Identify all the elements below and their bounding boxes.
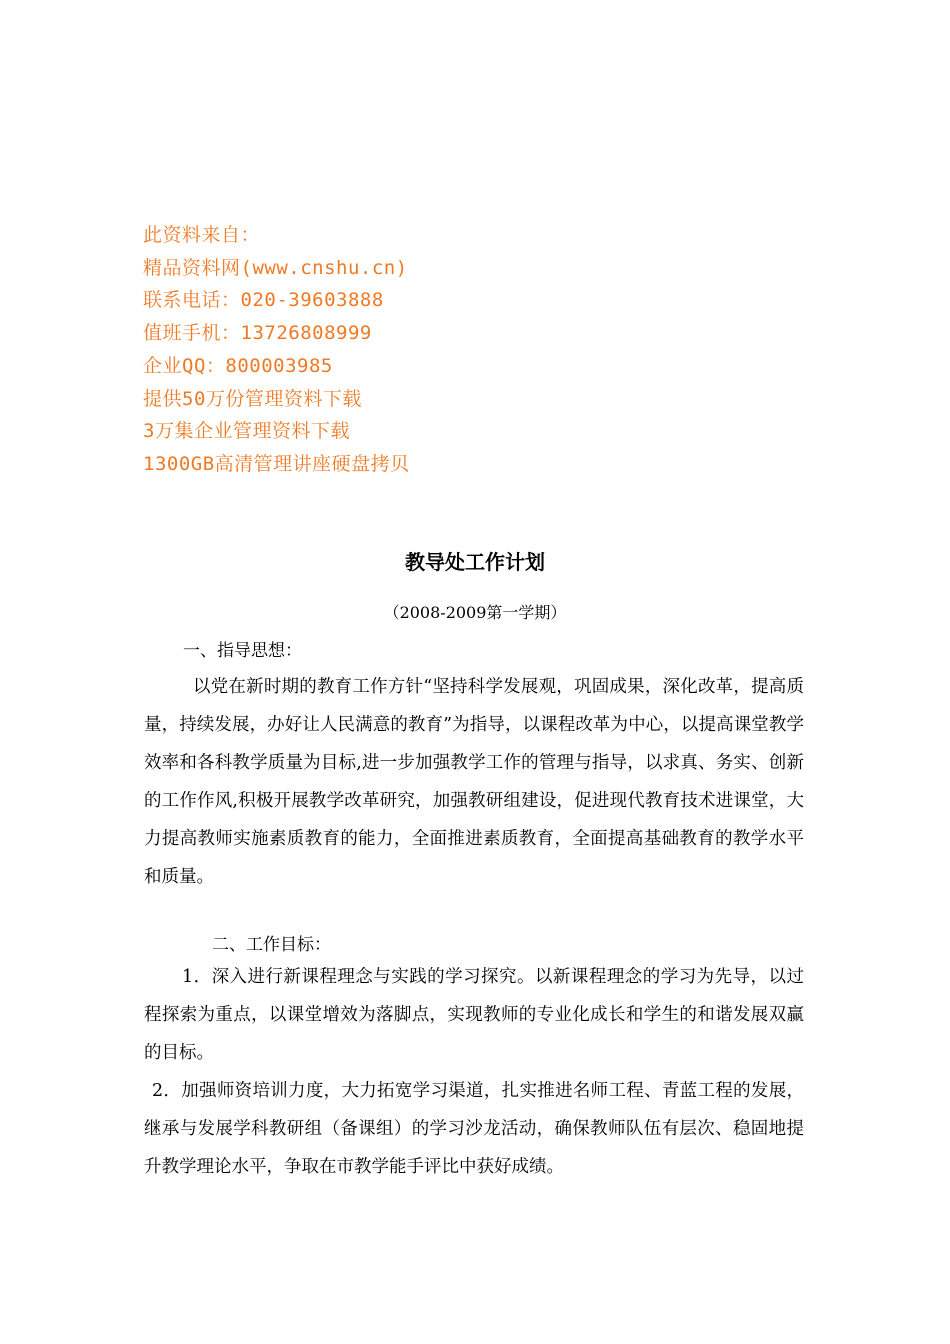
document-subtitle: （2008-2009第一学期）: [383, 603, 567, 622]
source-line-website: 精品资料网(www.cnshu.cn): [143, 256, 408, 279]
source-line-offer-2: 3万集企业管理资料下载: [143, 420, 350, 443]
source-info-block: [143, 219, 643, 481]
section-1-heading: 一、指导思想：: [183, 641, 302, 661]
source-line-offer-3: 1300GB高清管理讲座硬盘拷贝: [143, 452, 410, 475]
source-line-mobile: 值班手机：13726808999: [143, 322, 372, 345]
source-line-offer-1: 提供50万份管理资料下载: [143, 387, 362, 410]
source-line-from: 此资料来自：: [143, 224, 261, 246]
source-line-qq: 企业QQ：800003985: [143, 354, 333, 377]
section-2-heading: 二、工作目标：: [212, 935, 331, 955]
section-2-item-2: 2．加强师资培训力度，大力拓宽学习渠道，扎实推进名师工程、青蓝工程的发展，继承与发展学科教研组（备课组）的学习沙龙活动，确保教师队伍有层次、稳固地提升教学理论水平，争取在市教学能手评比中获好成绩。: [144, 1081, 804, 1177]
source-line-phone: 联系电话：020-39603888: [143, 289, 384, 312]
section-1-paragraph: 以党在新时期的教育工作方针“坚持科学发展观，巩固成果，深化改革，提高质量，持续发展，办好让人民满意的教育”为指导，以课程改革为中心，以提高课堂教学效率和各科教学质量为目标,进一步加强教学工作的管理与指导，以求真、务实、创新的工作作风,积极开展教学改革研究，加强教研组建设，促进现代教育技术进课堂，大力提高教师实施素质教育的能力，全面推进素质教育，全面提高基础教育的教学水平和质量。: [144, 677, 804, 887]
document-title: 教导处工作计划: [405, 550, 545, 574]
section-2-item-1: 1．深入进行新课程理念与实践的学习探究。以新课程理念的学习为先导，以过程探索为重点，以课堂增效为落脚点，实现教师的专业化成长和学生的和谐发展双赢的目标。: [144, 967, 804, 1063]
